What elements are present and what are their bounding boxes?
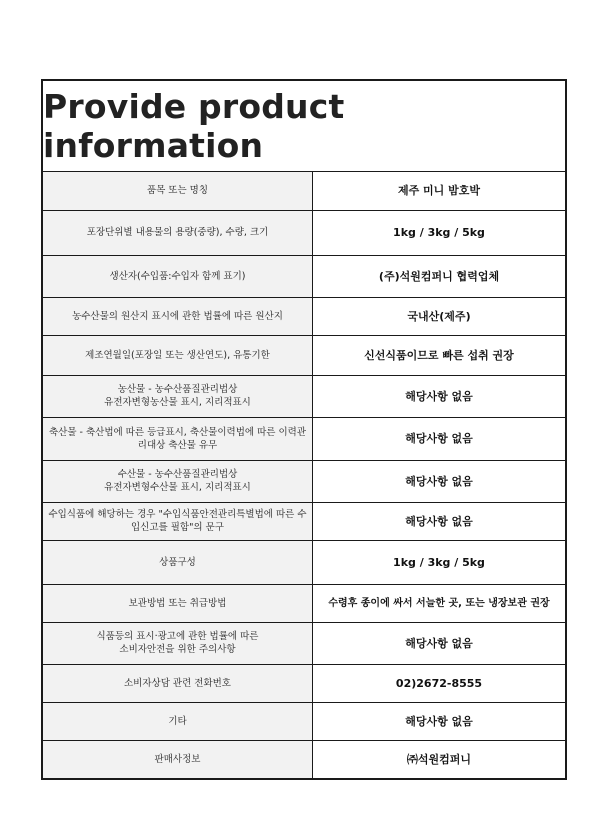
row-value: 해당사항 없음: [313, 417, 566, 460]
row-value: (주)석원컴퍼니 협력업체: [313, 255, 566, 297]
row-value: 해당사항 없음: [313, 375, 566, 417]
row-label: 수산물 - 농수산품질관리법상 유전자변형수산물 표시, 지리적표시: [43, 460, 313, 502]
row-label: 생산자(수입품:수입자 함께 표기): [43, 255, 313, 297]
page-title: Provide product information: [43, 81, 565, 172]
row-label: 보관방법 또는 취급방법: [43, 584, 313, 622]
table-row: [43, 375, 565, 417]
product-info-sheet: [41, 79, 567, 780]
row-label: 식품등의 표시·광고에 관한 법률에 따른 소비자안전을 위한 주의사항: [43, 622, 313, 664]
row-label: 수입식품에 해당하는 경우 "수입식품안전관리특별법에 따른 수입신고를 필함"의 문구: [43, 502, 313, 540]
table-row: [43, 502, 565, 540]
table-row: [43, 740, 565, 778]
table-row: [43, 622, 565, 664]
table-row: [43, 335, 565, 375]
row-label: 판매사정보: [43, 740, 313, 778]
row-label: 소비자상담 관련 전화번호: [43, 664, 313, 702]
row-label: 기타: [43, 702, 313, 740]
row-label: 농수산물의 원산지 표시에 관한 법률에 따른 원산지: [43, 297, 313, 335]
table-row: [43, 702, 565, 740]
row-value: ㈜석원컴퍼니: [313, 740, 566, 778]
row-value: 02)2672-8555: [313, 664, 566, 702]
table-row: [43, 664, 565, 702]
table-row: [43, 172, 565, 210]
row-value: 해당사항 없음: [313, 502, 566, 540]
table-row: [43, 297, 565, 335]
row-label: 축산물 - 축산법에 따른 등급표시, 축산물이력법에 따른 이력관리대상 축산물 유무: [43, 417, 313, 460]
row-value: 해당사항 없음: [313, 702, 566, 740]
table-row: [43, 460, 565, 502]
table-row: [43, 540, 565, 584]
row-value: 제주 미니 밤호박: [397, 184, 481, 198]
table-row: [43, 584, 565, 622]
table-row: [43, 210, 565, 255]
product-info-table: [43, 172, 565, 778]
table-row: [43, 255, 565, 297]
row-label: 품목 또는 명칭: [43, 172, 313, 210]
row-value: 해당사항 없음: [313, 460, 566, 502]
row-value: 1kg / 3kg / 5kg: [313, 210, 566, 255]
row-value: 수령후 종이에 싸서 서늘한 곳, 또는 냉장보관 권장: [313, 584, 566, 622]
row-value: 신선식품이므로 빠른 섭취 권장: [313, 335, 566, 375]
row-value: 해당사항 없음: [313, 622, 566, 664]
row-label: 상품구성: [43, 540, 313, 584]
row-label: 포장단위별 내용물의 용량(중량), 수량, 크기: [43, 210, 313, 255]
row-label: 농산물 - 농수산품질관리법상 유전자변형농산물 표시, 지리적표시: [43, 375, 313, 417]
row-label: 제조연월일(포장일 또는 생산연도), 유통기한: [43, 335, 313, 375]
table-row: [43, 417, 565, 460]
row-value: 국내산(제주): [313, 297, 566, 335]
row-value: 1kg / 3kg / 5kg: [313, 540, 566, 584]
